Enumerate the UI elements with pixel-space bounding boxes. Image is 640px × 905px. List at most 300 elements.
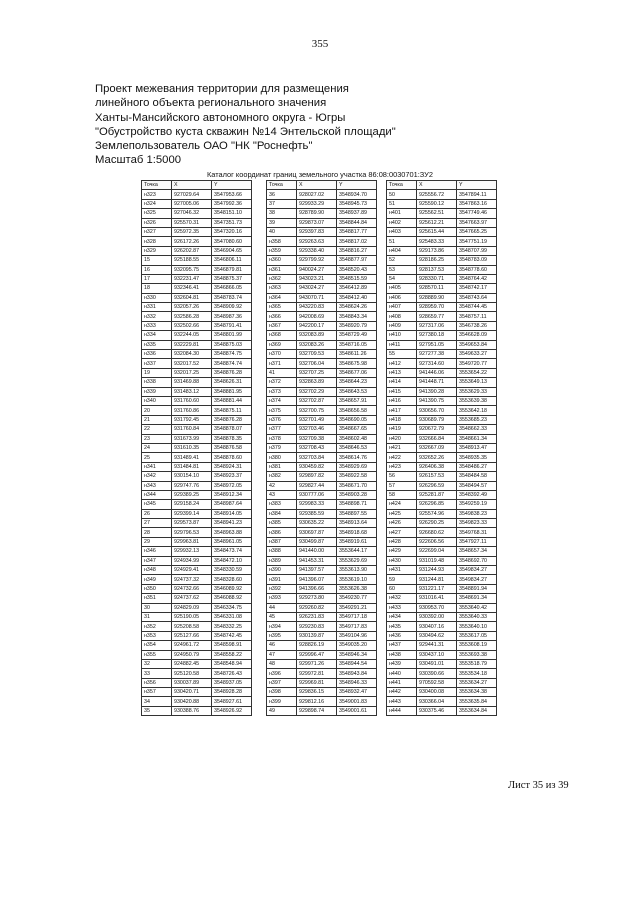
point-cell: 52 <box>387 256 417 265</box>
x-cell: 928959.70 <box>417 303 457 312</box>
x-cell: 929996.47 <box>297 650 337 659</box>
y-cell: 3548520.43 <box>337 265 377 274</box>
table-row <box>142 669 252 678</box>
y-cell: 3553640.42 <box>457 603 497 612</box>
y-cell: 3548898.71 <box>337 500 377 509</box>
point-cell: н330 <box>142 293 172 302</box>
table-row <box>387 603 497 612</box>
table-row <box>142 293 252 302</box>
y-cell: 3548744.45 <box>457 303 497 312</box>
table-row <box>387 303 497 312</box>
table-row <box>142 415 252 424</box>
point-cell: н351 <box>142 594 172 603</box>
y-cell: 3548472.10 <box>212 556 252 565</box>
x-cell: 943023.21 <box>297 274 337 283</box>
y-cell: 3548926.92 <box>212 706 252 715</box>
x-cell: 932703.84 <box>297 453 337 462</box>
point-cell: н442 <box>387 688 417 697</box>
point-cell: н398 <box>267 688 297 697</box>
table-row <box>267 406 377 415</box>
point-cell: н342 <box>142 472 172 481</box>
table-row <box>387 227 497 236</box>
x-cell: 942200.17 <box>297 321 337 330</box>
y-cell: 3548877.97 <box>337 256 377 265</box>
y-cell: 3553640.10 <box>457 622 497 631</box>
x-cell: 927317.06 <box>417 321 457 330</box>
y-cell: 3548494.57 <box>457 481 497 490</box>
x-cell: 930375.46 <box>417 706 457 715</box>
x-cell: 926172.26 <box>172 237 212 246</box>
y-cell: 3548602.48 <box>337 434 377 443</box>
header-y: Y <box>337 181 377 190</box>
table-row <box>142 265 252 274</box>
table-row <box>142 387 252 396</box>
x-cell: 930656.70 <box>417 406 457 415</box>
x-cell: 929397.83 <box>297 227 337 236</box>
point-cell: н385 <box>267 519 297 528</box>
x-cell: 931792.45 <box>172 415 212 424</box>
table-row <box>387 293 497 302</box>
point-cell: н416 <box>387 396 417 405</box>
y-cell: 3547749.46 <box>457 209 497 218</box>
header-x: X <box>297 181 337 190</box>
table-row <box>142 575 252 584</box>
table-row <box>267 500 377 509</box>
x-cell: 927005.06 <box>172 199 212 208</box>
x-cell: 925120.58 <box>172 669 212 678</box>
x-cell: 931760.86 <box>172 406 212 415</box>
y-cell: 3549104.96 <box>337 631 377 640</box>
y-cell: 3548909.92 <box>212 303 252 312</box>
title-line: Проект межевания территории для размещения <box>95 83 349 95</box>
point-cell: н436 <box>387 631 417 640</box>
table-row <box>387 218 497 227</box>
point-cell: 40 <box>267 227 297 236</box>
table-row <box>267 396 377 405</box>
point-cell: н396 <box>267 669 297 678</box>
table-row <box>267 321 377 330</box>
point-cell: 15 <box>142 256 172 265</box>
header-point: Точка <box>387 181 417 190</box>
y-cell: 3553626.38 <box>337 584 377 593</box>
table-row <box>142 340 252 349</box>
x-cell: 932709.38 <box>297 434 337 443</box>
header-y: Y <box>457 181 497 190</box>
table-row <box>387 537 497 546</box>
point-cell: н324 <box>142 199 172 208</box>
x-cell: 929812.16 <box>297 697 337 706</box>
x-cell: 930953.70 <box>417 603 457 612</box>
table-row <box>267 303 377 312</box>
y-cell: 3546089.92 <box>212 584 252 593</box>
point-cell: н353 <box>142 631 172 640</box>
y-cell: 3548626.31 <box>212 378 252 387</box>
y-cell: 3553635.84 <box>457 697 497 706</box>
x-cell: 932231.47 <box>172 274 212 283</box>
point-cell: н438 <box>387 650 417 659</box>
point-cell: н375 <box>267 406 297 415</box>
table-row <box>267 612 377 621</box>
y-cell: 3553644.17 <box>337 547 377 556</box>
point-cell: н420 <box>387 434 417 443</box>
point-cell: н431 <box>387 566 417 575</box>
x-cell: 927380.18 <box>417 331 457 340</box>
table-row <box>267 265 377 274</box>
table-row <box>267 537 377 546</box>
point-cell: 27 <box>142 519 172 528</box>
table-row <box>387 199 497 208</box>
point-cell: н343 <box>142 481 172 490</box>
table-row <box>267 378 377 387</box>
point-cell: н354 <box>142 641 172 650</box>
point-cell: н401 <box>387 209 417 218</box>
point-cell: 39 <box>267 218 297 227</box>
point-cell: н377 <box>267 425 297 434</box>
table-row <box>267 528 377 537</box>
y-cell: 3548929.69 <box>337 462 377 471</box>
point-cell: 20 <box>142 406 172 415</box>
point-cell: 49 <box>267 706 297 715</box>
point-cell: 31 <box>142 612 172 621</box>
table-row <box>142 321 252 330</box>
y-cell: 3546904.65 <box>212 246 252 255</box>
point-cell: н356 <box>142 678 172 687</box>
table-row <box>267 688 377 697</box>
x-cell: 928570.11 <box>417 284 457 293</box>
y-cell: 3547953.66 <box>212 190 252 199</box>
point-cell: н402 <box>387 218 417 227</box>
x-cell: 920672.79 <box>417 425 457 434</box>
y-cell: 3548646.53 <box>337 443 377 452</box>
x-cell: 926202.87 <box>172 246 212 255</box>
table-row <box>387 500 497 509</box>
x-cell: 929260.82 <box>297 603 337 612</box>
point-cell: н410 <box>387 331 417 340</box>
x-cell: 970592.58 <box>417 678 457 687</box>
table-row <box>142 650 252 659</box>
point-cell: н392 <box>267 584 297 593</box>
x-cell: 924950.79 <box>172 650 212 659</box>
x-cell: 929836.15 <box>297 688 337 697</box>
table-row <box>267 481 377 490</box>
point-cell: н428 <box>387 537 417 546</box>
table-row <box>267 509 377 518</box>
x-cell: 932586.28 <box>172 312 212 321</box>
y-cell: 3548876.58 <box>212 443 252 452</box>
point-cell: н412 <box>387 359 417 368</box>
y-cell: 3548918.68 <box>337 528 377 537</box>
x-cell: 930437.10 <box>417 650 457 659</box>
table-row <box>267 641 377 650</box>
point-cell: 48 <box>267 659 297 668</box>
x-cell: 929747.76 <box>172 481 212 490</box>
point-cell: н360 <box>267 256 297 265</box>
point-cell: н395 <box>267 631 297 640</box>
point-cell: н374 <box>267 396 297 405</box>
point-cell: 41 <box>267 368 297 377</box>
x-cell: 924929.41 <box>172 566 212 575</box>
table-row <box>387 462 497 471</box>
table-row <box>267 678 377 687</box>
y-cell: 3548913.47 <box>457 443 497 452</box>
table-row <box>267 443 377 452</box>
y-cell: 3548881.44 <box>212 396 252 405</box>
y-cell: 3548644.23 <box>337 378 377 387</box>
x-cell: 929273.80 <box>297 594 337 603</box>
point-cell: н419 <box>387 425 417 434</box>
y-cell: 3548941.23 <box>212 519 252 528</box>
x-cell: 926290.25 <box>417 519 457 528</box>
table-row <box>387 519 497 528</box>
y-cell: 3548757.11 <box>457 312 497 321</box>
table-row <box>142 631 252 640</box>
point-cell: н444 <box>387 706 417 715</box>
x-cell: 929972.81 <box>297 669 337 678</box>
table-row <box>142 227 252 236</box>
y-cell: 3553634.84 <box>457 706 497 715</box>
point-cell: н350 <box>142 584 172 593</box>
point-cell: н378 <box>267 434 297 443</box>
table-row <box>142 519 252 528</box>
point-cell: н384 <box>267 509 297 518</box>
y-cell: 3548675.98 <box>337 359 377 368</box>
point-cell: н336 <box>142 350 172 359</box>
y-cell: 3548783.74 <box>212 293 252 302</box>
y-cell: 3548875.37 <box>212 274 252 283</box>
table-row <box>142 659 252 668</box>
y-cell: 3548816.27 <box>337 246 377 255</box>
point-cell: н379 <box>267 443 297 452</box>
title-line: Масштаб 1:5000 <box>95 154 182 167</box>
header-point: Точка <box>142 181 172 190</box>
point-cell: 51 <box>387 237 417 246</box>
y-cell: 3548878.60 <box>212 453 252 462</box>
point-cell: н407 <box>387 303 417 312</box>
table-row <box>142 199 252 208</box>
table-row <box>387 575 497 584</box>
point-cell: 32 <box>142 659 172 668</box>
x-cell: 925556.72 <box>417 190 457 199</box>
point-cell: н371 <box>267 359 297 368</box>
x-cell: 931489.41 <box>172 453 212 462</box>
x-cell: 932502.66 <box>172 321 212 330</box>
x-cell: 929573.87 <box>172 519 212 528</box>
point-cell: 19 <box>142 368 172 377</box>
y-cell: 3547894.11 <box>457 190 497 199</box>
y-cell: 3553634.27 <box>457 678 497 687</box>
y-cell: 3546412.89 <box>337 284 377 293</box>
point-cell: н359 <box>267 246 297 255</box>
table-row <box>142 584 252 593</box>
point-cell: н414 <box>387 378 417 387</box>
y-cell: 3547863.16 <box>457 199 497 208</box>
x-cell: 929158.24 <box>172 500 212 509</box>
point-cell: н415 <box>387 387 417 396</box>
x-cell: 927277.38 <box>417 350 457 359</box>
y-cell: 3547927.11 <box>457 537 497 546</box>
y-cell: 3548922.58 <box>337 472 377 481</box>
header-point: Точка <box>267 181 297 190</box>
y-cell: 3548328.60 <box>212 575 252 584</box>
point-cell: н403 <box>387 227 417 236</box>
y-cell: 3548515.59 <box>337 274 377 283</box>
x-cell: 930037.89 <box>172 678 212 687</box>
x-cell: 925281.87 <box>417 490 457 499</box>
point-cell: н382 <box>267 472 297 481</box>
x-cell: 925127.66 <box>172 631 212 640</box>
y-cell: 3553685.23 <box>457 415 497 424</box>
table-row <box>387 622 497 631</box>
header-x: X <box>417 181 457 190</box>
table-row <box>142 378 252 387</box>
x-cell: 941446.06 <box>417 368 457 377</box>
x-cell: 930366.04 <box>417 697 457 706</box>
y-cell: 3549001.83 <box>337 697 377 706</box>
table-row <box>387 547 497 556</box>
point-cell: 53 <box>387 265 417 274</box>
y-cell: 3548764.42 <box>457 274 497 283</box>
table-row <box>267 209 377 218</box>
table-row <box>387 481 497 490</box>
point-cell: н383 <box>267 500 297 509</box>
coordinates-table-2 <box>266 180 377 716</box>
x-cell: 930420.88 <box>172 697 212 706</box>
point-cell: н432 <box>387 594 417 603</box>
y-cell: 3549230.77 <box>337 594 377 603</box>
x-cell: 924732.66 <box>172 584 212 593</box>
point-cell: 42 <box>267 481 297 490</box>
y-cell: 3548690.05 <box>337 415 377 424</box>
table-row <box>142 453 252 462</box>
point-cell: н334 <box>142 331 172 340</box>
point-cell: н331 <box>142 303 172 312</box>
y-cell: 3548945.73 <box>337 199 377 208</box>
table-row <box>142 500 252 509</box>
x-cell: 941390.28 <box>417 387 457 396</box>
point-cell: н441 <box>387 678 417 687</box>
table-row <box>387 256 497 265</box>
y-cell: 3548662.33 <box>457 425 497 434</box>
y-cell: 3548656.58 <box>337 406 377 415</box>
point-cell: н434 <box>387 612 417 621</box>
point-cell: н365 <box>267 303 297 312</box>
x-cell: 925590.12 <box>417 199 457 208</box>
y-cell: 3548692.70 <box>457 556 497 565</box>
x-cell: 932084.30 <box>172 350 212 359</box>
table-row <box>267 603 377 612</box>
point-cell: 26 <box>142 509 172 518</box>
x-cell: 927046.32 <box>172 209 212 218</box>
x-cell: 929263.63 <box>297 237 337 246</box>
table-row <box>387 612 497 621</box>
y-cell: 3548897.55 <box>337 509 377 518</box>
table-row <box>142 678 252 687</box>
table-row <box>387 688 497 697</box>
point-cell: н399 <box>267 697 297 706</box>
y-cell: 3548791.41 <box>212 321 252 330</box>
table-row <box>142 603 252 612</box>
point-cell: 16 <box>142 265 172 274</box>
x-cell: 943024.27 <box>297 284 337 293</box>
table-row <box>267 584 377 593</box>
x-cell: 930491.01 <box>417 659 457 668</box>
point-cell: н368 <box>267 331 297 340</box>
point-cell: н443 <box>387 697 417 706</box>
y-cell: 3548876.28 <box>212 368 252 377</box>
y-cell: 3547665.25 <box>457 227 497 236</box>
table-row <box>387 265 497 274</box>
point-cell: 59 <box>387 575 417 584</box>
table-row <box>387 594 497 603</box>
point-cell: н424 <box>387 500 417 509</box>
y-cell: 3548671.70 <box>337 481 377 490</box>
x-cell: 941396.66 <box>297 584 337 593</box>
table-row <box>387 415 497 424</box>
point-cell: н406 <box>387 293 417 302</box>
y-cell: 3553634.38 <box>457 688 497 697</box>
table-row <box>387 659 497 668</box>
table-row <box>142 622 252 631</box>
y-cell: 3549717.83 <box>337 622 377 631</box>
x-cell: 924737.62 <box>172 594 212 603</box>
table-row <box>267 312 377 321</box>
table-row <box>267 594 377 603</box>
y-cell: 3548484.58 <box>457 472 497 481</box>
title-line: линейного объекта регионального значения <box>95 97 327 110</box>
y-cell: 3548801.99 <box>212 331 252 340</box>
y-cell: 3548330.59 <box>212 566 252 575</box>
catalog-caption: Каталог координат границ земельного участка 86:08:0030701:ЗУ2 <box>207 170 433 179</box>
y-cell: 3548972.05 <box>212 481 252 490</box>
x-cell: 929230.83 <box>297 622 337 631</box>
y-cell: 3548944.54 <box>337 659 377 668</box>
y-cell: 3547080.60 <box>212 237 252 246</box>
x-cell: 931019.48 <box>417 556 457 565</box>
y-cell: 3546879.81 <box>212 265 252 274</box>
y-cell: 3548743.64 <box>457 293 497 302</box>
x-cell: 932017.52 <box>172 359 212 368</box>
x-cell: 932702.87 <box>297 396 337 405</box>
table-row <box>387 312 497 321</box>
point-cell: 23 <box>142 434 172 443</box>
x-cell: 930388.76 <box>172 706 212 715</box>
table-row <box>387 396 497 405</box>
header-y: Y <box>212 181 252 190</box>
x-cell: 931610.35 <box>172 443 212 452</box>
y-cell: 3548729.49 <box>337 331 377 340</box>
point-cell: н366 <box>267 312 297 321</box>
point-cell: 21 <box>142 415 172 424</box>
x-cell: 929399.14 <box>172 509 212 518</box>
table-row <box>267 350 377 359</box>
point-cell: н326 <box>142 218 172 227</box>
table-row <box>267 246 377 255</box>
y-cell: 3549720.77 <box>457 359 497 368</box>
point-cell: н323 <box>142 190 172 199</box>
x-cell: 925972.35 <box>172 227 212 236</box>
x-cell: 928137.53 <box>417 265 457 274</box>
y-cell: 3549834.27 <box>457 575 497 584</box>
y-cell: 3548913.64 <box>337 519 377 528</box>
x-cell: 922699.04 <box>417 547 457 556</box>
x-cell: 931483.12 <box>172 387 212 396</box>
table-row <box>387 359 497 368</box>
y-cell: 3548920.79 <box>337 321 377 330</box>
point-cell: н345 <box>142 500 172 509</box>
y-cell: 3548934.70 <box>337 190 377 199</box>
x-cell: 930777.06 <box>297 490 337 499</box>
point-cell: 25 <box>142 453 172 462</box>
